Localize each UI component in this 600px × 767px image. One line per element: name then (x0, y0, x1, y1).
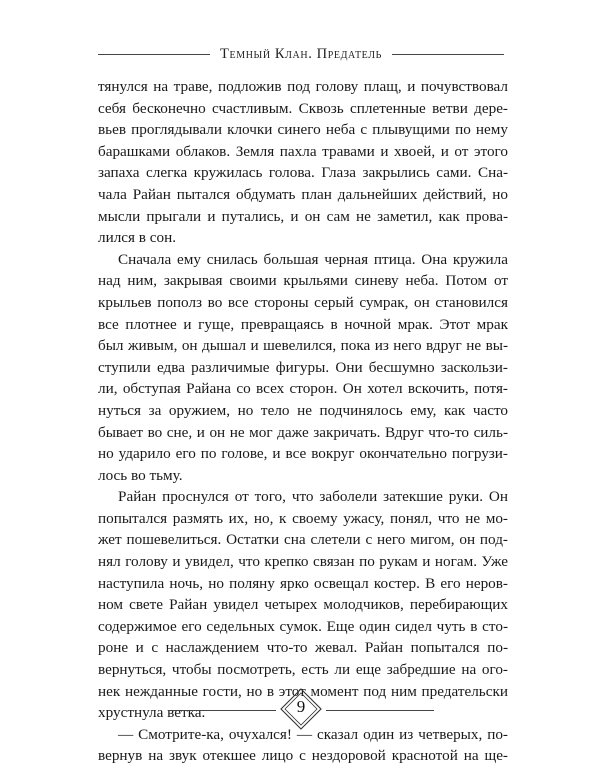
paragraph (98, 76, 508, 249)
text-line: был живым, он дышал и шевелился, пока из него вдруг не вы- (98, 337, 508, 355)
text-line: барашками облаков. Земля пахла травами и хвоей, и от этого (98, 142, 508, 160)
text-line: крыльев пополз во все стороны серый сумрак, он становился (98, 293, 508, 311)
text-line: ступили едва различимые фигуры. Они бесшумно заскользи- (98, 358, 508, 376)
text-line: над ним, закрывая своими крыльями синеву неба. Потом от (98, 272, 508, 290)
text-line: вернув на звук отекшее лицо с нездоровой краснотой на ще- (98, 747, 508, 765)
page-footer (98, 690, 504, 730)
text-line: лился в сон. (98, 229, 177, 247)
text-line: тянулся на траве, подложив под голову плащ, и почувствовал (98, 78, 508, 95)
text-line: вьев проглядывали клочки синего неба с плывущими по нему (98, 121, 508, 139)
footer-rule-right (326, 710, 434, 711)
text-line: попытался размять их, но, к своему ужасу, понял, что не мо- (98, 509, 508, 527)
text-line: содержимое его седельных сумок. Еще один сидел чуть в сто- (98, 617, 508, 635)
text-line: чала Райан пытался обдумать план дальнейших действий, но (98, 185, 508, 203)
text-line: ном свете Райан увидел четырех молодчиков, перебирающих (98, 596, 508, 614)
text-line: себя бесконечно счастливым. Сквозь сплетенные ветви дере- (98, 99, 508, 117)
paragraph (98, 724, 508, 767)
running-header-title: Темный Клан. Предатель (220, 45, 382, 62)
text-line: ли, обступая Райана со всех сторон. Он хотел вскочить, потя- (98, 380, 508, 398)
header-rule-right (392, 54, 504, 55)
page-number: 9 (296, 697, 306, 716)
text-line: все плотнее и гуще, превращаясь в ночной мрак. Этот мрак (98, 315, 508, 333)
paragraph (98, 249, 508, 487)
text-line: нек нежданные гости, но в этот момент под ним предательски (98, 682, 508, 700)
text-line: жет пошевелиться. Остатки сна слетели с него мигом, он под- (98, 531, 508, 549)
header-rule-left (98, 54, 210, 55)
text-line: Сначала ему снилась большая черная птица. Она кружила (118, 250, 508, 268)
text-line: хрустнула ветка. (98, 704, 206, 722)
text-line: нял голову и увидел, что крепко связан по рукам и ногам. Уже (98, 553, 508, 571)
footer-rule-left (168, 710, 276, 711)
text-line: вернуться, чтобы посмотреть, есть ли еще забредшие на ого- (98, 661, 508, 679)
text-line: нуться за оружием, но тело не подчинялось ему, как часто (98, 401, 508, 419)
text-line: лось во тьму. (98, 466, 183, 484)
running-header (98, 44, 504, 64)
text-line: но ударило его по голове, и все вокруг окончательно погрузи- (98, 445, 508, 463)
text-line: Райан проснулся от того, что заболели затекшие руки. Он (118, 488, 508, 506)
text-line: запаха слегка кружилась голова. Глаза закрылись сами. Сна- (98, 164, 508, 182)
text-line: — Смотрите-ка, очухался! — сказал один из четверых, по- (118, 725, 508, 743)
body-text (98, 76, 508, 767)
text-line: мысли прыгали и путались, и он сам не заметил, как прова- (98, 207, 508, 225)
text-line: роне и с наслаждением что-то жевал. Райан попытался по- (98, 639, 508, 657)
text-line: наступила ночь, но поляну ярко освещал костер. В его неров- (98, 574, 508, 592)
text-line: бывает во сне, и он не мог даже закричать. Вдруг что-то силь- (98, 423, 508, 441)
